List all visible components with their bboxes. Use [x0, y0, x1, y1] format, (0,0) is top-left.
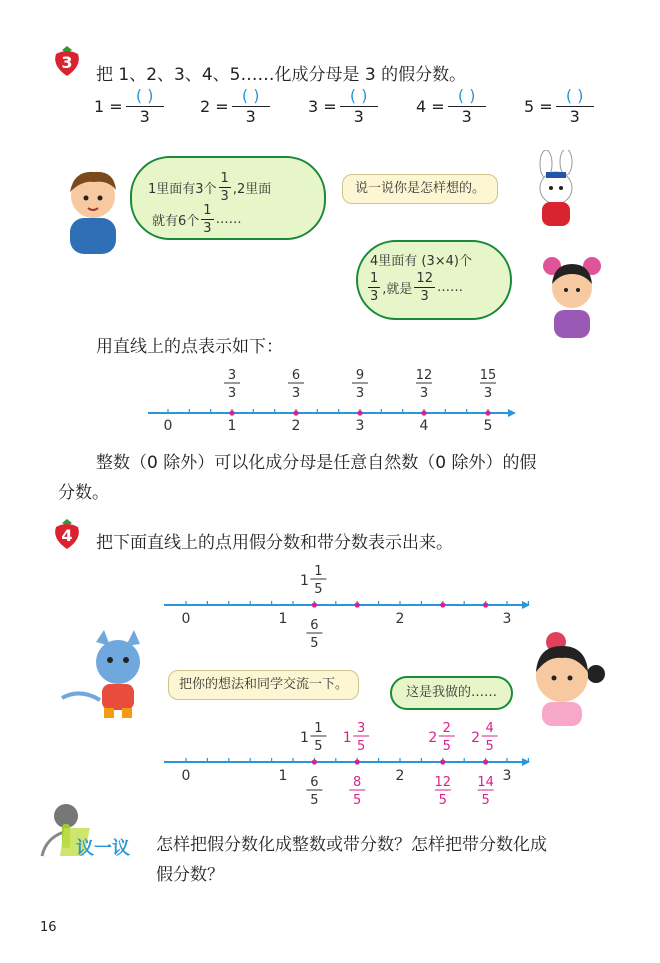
bubble-text: ,就是	[382, 282, 413, 297]
number-line-fifths-a	[160, 565, 540, 650]
point	[355, 602, 360, 607]
fraction-label-denominator: 3	[419, 386, 429, 401]
girl-illustration	[540, 252, 604, 338]
improper-fraction-numerator: 6	[310, 618, 319, 633]
equation	[200, 88, 270, 125]
improper-fraction-denominator: 5	[353, 793, 362, 808]
fraction: $\frac{1}{3}$	[220, 171, 229, 204]
blank-fraction[interactable]: $\frac{( )}{3}$	[556, 88, 594, 125]
discuss-section	[36, 798, 156, 862]
bubble-text: ,2里面	[232, 182, 272, 197]
tick-label-0: 0	[181, 768, 191, 784]
conclusion-line-2: 分数。	[58, 483, 109, 503]
girl2-speech-bubble: 这是我做的……	[390, 676, 513, 710]
numberline-intro: 用直线上的点表示如下：	[96, 337, 283, 357]
fraction-label-denominator: 3	[291, 386, 301, 401]
blank-fraction[interactable]: $\frac{( )}{3}$	[232, 88, 270, 125]
point	[293, 410, 298, 415]
number-line-fifths-b	[160, 722, 540, 807]
page-number: 16	[40, 920, 57, 935]
tick-label-2: 2	[395, 611, 405, 627]
improper-fraction-denominator: 5	[310, 793, 319, 808]
tick-label-2: 2	[395, 768, 405, 784]
mixed-number-numerator: 3	[357, 721, 366, 736]
boy-speech-bubble	[130, 156, 326, 240]
mixed-number-numerator: 2	[442, 721, 451, 736]
point	[485, 410, 490, 415]
bubble-text: ……	[436, 280, 463, 295]
bubble-text: 1里面有3个	[148, 182, 217, 197]
rabbit-speech-box: 说一说你是怎样想的。	[342, 174, 498, 204]
mixed-number-numerator: 4	[485, 721, 494, 736]
bubble-text: ……	[215, 212, 242, 227]
equation-lhs: 3 =	[308, 97, 337, 116]
mixed-number-whole: 2	[471, 730, 481, 746]
tick-label-2: 2	[291, 418, 301, 434]
point	[229, 410, 234, 415]
fraction: $\frac{1}{3}$	[203, 203, 212, 236]
mixed-number-denominator: 5	[357, 739, 366, 754]
improper-fraction-denominator: 5	[310, 636, 319, 651]
equation-lhs: 4 =	[416, 97, 445, 116]
cat-illustration	[60, 628, 160, 720]
equation-lhs: 2 =	[200, 97, 229, 116]
bubble-text: 就有6个	[152, 214, 200, 229]
fraction-label-numerator: 9	[355, 368, 365, 383]
discuss-line-1: 怎样把假分数化成整数或带分数？怎样把带分数化成	[156, 835, 547, 855]
point	[440, 602, 445, 607]
blank-fraction[interactable]: $\frac{( )}{3}$	[448, 88, 486, 125]
point	[357, 410, 362, 415]
point	[483, 602, 488, 607]
boy-illustration	[58, 162, 128, 254]
improper-fraction-numerator: 12	[434, 775, 452, 790]
girl-speech-bubble	[356, 240, 512, 320]
problem-number: 3	[61, 53, 73, 72]
problem-stem: 把下面直线上的点用假分数和带分数表示出来。	[96, 533, 453, 553]
improper-fraction-numerator: 14	[477, 775, 494, 790]
fraction-label-numerator: 15	[479, 368, 497, 383]
fraction-label-numerator: 12	[415, 368, 433, 383]
mixed-number-whole: 1	[299, 573, 309, 589]
problem-number-badge	[50, 517, 84, 551]
equation	[308, 88, 378, 125]
fraction-label-denominator: 3	[227, 386, 237, 401]
tick-label-1: 1	[227, 418, 237, 434]
discuss-line-2: 假分数？	[156, 865, 224, 885]
axis-arrow	[508, 409, 516, 417]
mixed-number-denominator: 5	[442, 739, 451, 754]
tick-label-3: 3	[502, 768, 512, 784]
equation	[94, 88, 164, 125]
mixed-number-whole: 1	[342, 730, 352, 746]
equation	[416, 88, 486, 125]
point	[483, 759, 488, 764]
fraction-label-numerator: 3	[227, 368, 237, 383]
tick-label-3: 3	[502, 611, 512, 627]
tick-label-5: 5	[483, 418, 493, 434]
fraction: $\frac{12}{3}$	[416, 271, 433, 304]
tick-label-0: 0	[163, 418, 173, 434]
tick-label-0: 0	[181, 611, 191, 627]
point	[312, 759, 317, 764]
point	[312, 602, 317, 607]
mixed-number-whole: 2	[428, 730, 438, 746]
mixed-number-numerator: 1	[314, 564, 323, 579]
blank-fraction[interactable]: $\frac{( )}{3}$	[126, 88, 164, 125]
girl2-illustration	[526, 630, 606, 726]
rabbit-illustration	[526, 150, 588, 236]
improper-fraction-denominator: 5	[438, 793, 447, 808]
bubble-text: 4里面有 (3×4)个	[370, 254, 472, 269]
tick-label-1: 1	[278, 611, 288, 627]
tick-label-4: 4	[419, 418, 429, 434]
improper-fraction-numerator: 8	[353, 775, 362, 790]
mixed-number-numerator: 1	[314, 721, 323, 736]
mixed-number-denominator: 5	[314, 582, 323, 597]
mixed-number-denominator: 5	[314, 739, 323, 754]
problem-stem: 把 1、2、3、4、5……化成分母是 3 的假分数。	[96, 65, 467, 85]
fraction-label-denominator: 3	[483, 386, 493, 401]
number-line-1-to-5	[140, 365, 530, 435]
blank-fraction[interactable]: $\frac{( )}{3}$	[340, 88, 378, 125]
tick-label-1: 1	[278, 768, 288, 784]
equation	[524, 88, 594, 125]
equation-lhs: 5 =	[524, 97, 553, 116]
point	[355, 759, 360, 764]
equation-lhs: 1 =	[94, 97, 123, 116]
mixed-number-denominator: 5	[485, 739, 494, 754]
fraction: $\frac{1}{3}$	[370, 271, 379, 304]
fraction-label-numerator: 6	[291, 368, 301, 383]
mixed-number-whole: 1	[299, 730, 309, 746]
conclusion-line-1: 整数（0 除外）可以化成分母是任意自然数（0 除外）的假	[96, 453, 537, 473]
point	[421, 410, 426, 415]
fraction-label-denominator: 3	[355, 386, 365, 401]
discuss-label: 议一议	[76, 838, 130, 859]
point	[440, 759, 445, 764]
improper-fraction-numerator: 6	[310, 775, 319, 790]
cat-speech-box: 把你的想法和同学交流一下。	[168, 670, 359, 700]
problem-number: 4	[61, 526, 73, 545]
improper-fraction-denominator: 5	[481, 793, 490, 808]
tick-label-3: 3	[355, 418, 365, 434]
problem-number-badge	[50, 44, 84, 78]
